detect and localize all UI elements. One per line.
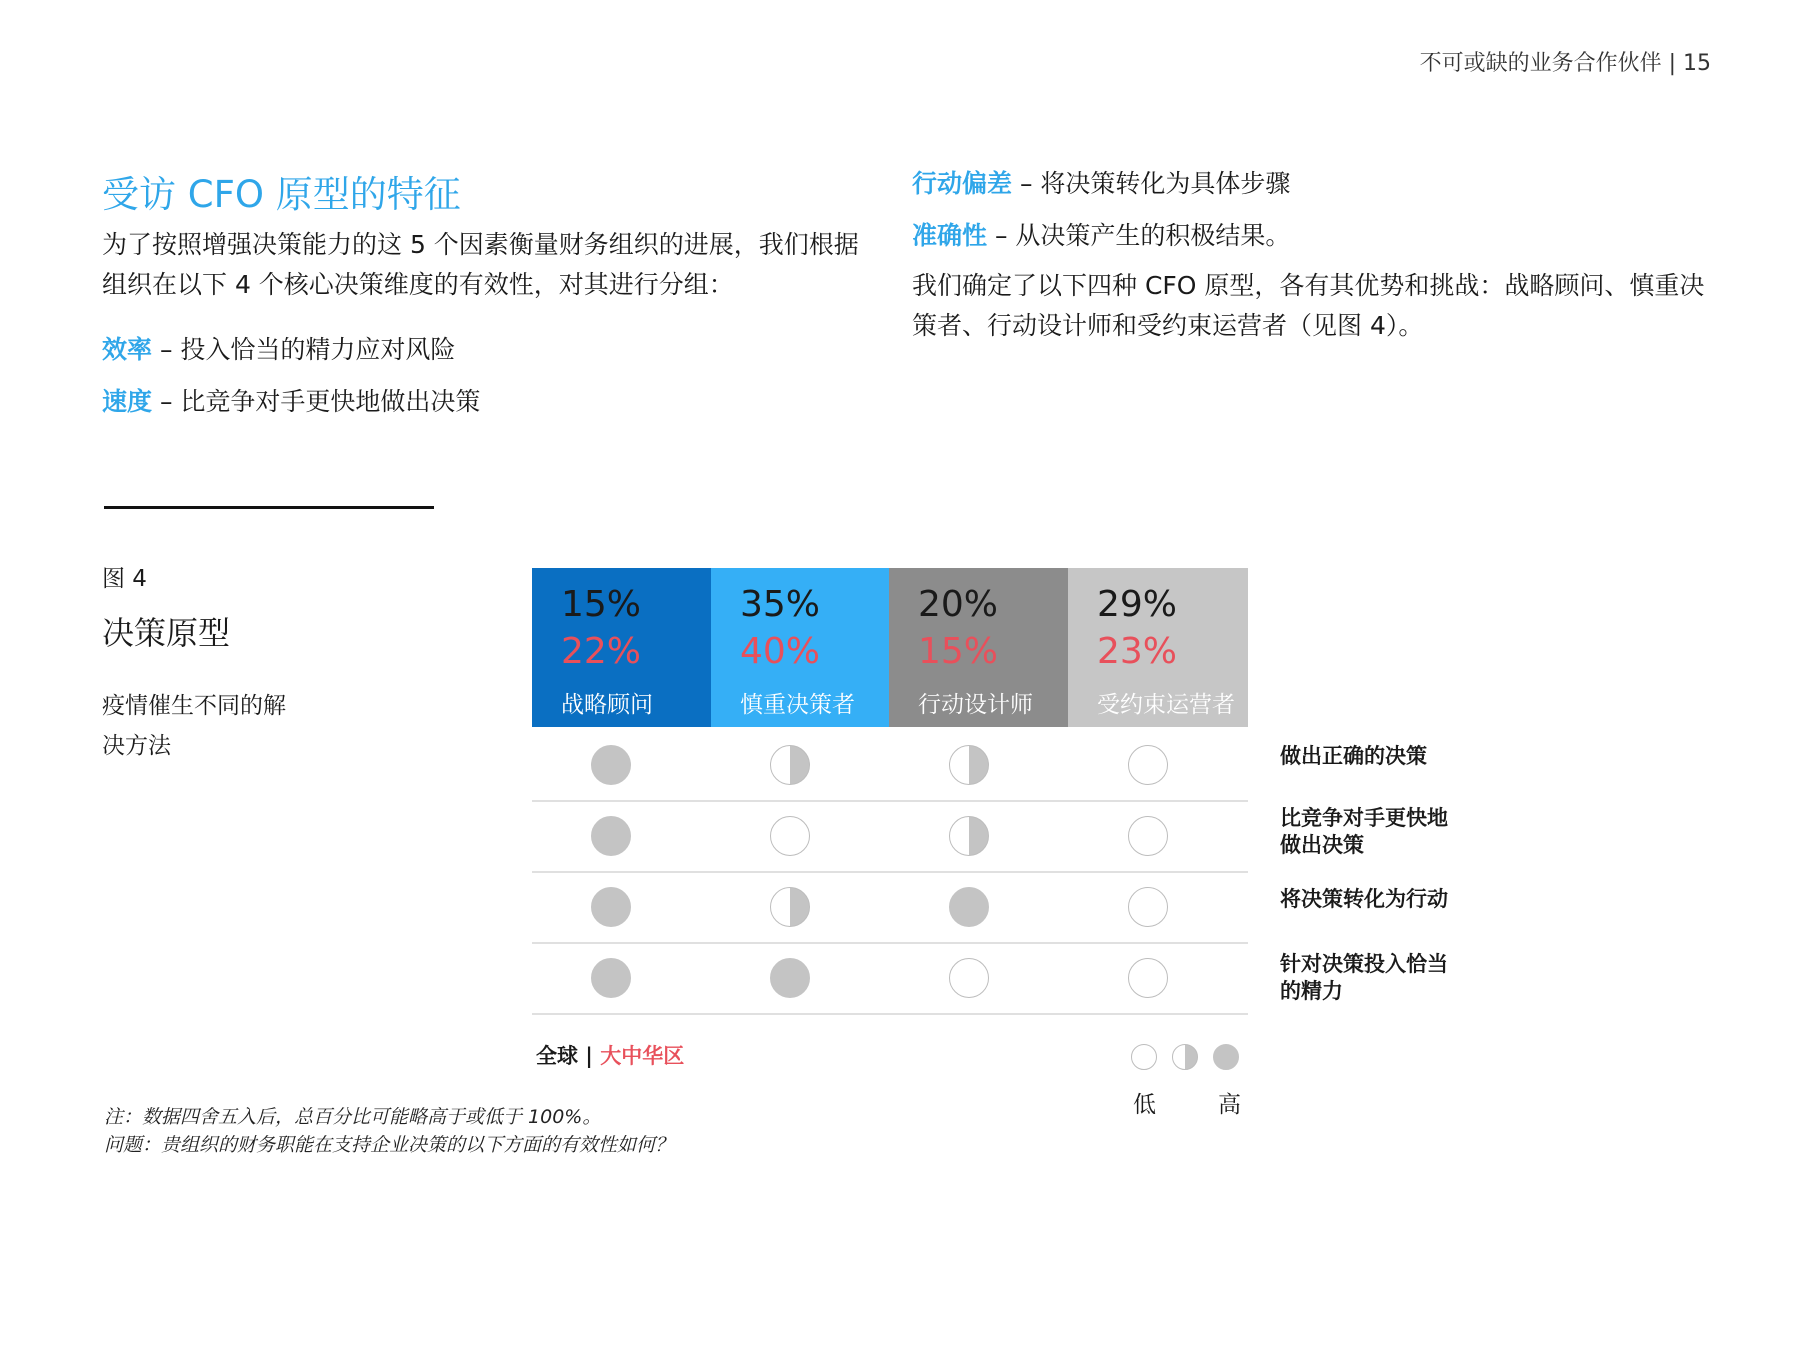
factor-term: 效率: [102, 335, 153, 364]
global-percentage: 35%: [740, 584, 821, 625]
row-divider: [532, 1013, 1248, 1015]
factor-desc: – 比竞争对手更快地做出决策: [152, 387, 481, 416]
legend-high-label: 高: [1218, 1092, 1241, 1118]
factor-desc: – 从决策产生的积极结果。: [987, 221, 1291, 250]
rating-low-circle-icon: [1128, 816, 1168, 856]
row-divider: [532, 871, 1248, 873]
global-percentage: 29%: [1097, 584, 1178, 625]
section-divider: [104, 506, 434, 509]
dimension-label-line: 针对决策投入恰当: [1280, 951, 1448, 976]
archetype-name: 行动设计师: [918, 692, 1033, 718]
rating-low-circle-icon: [1128, 958, 1168, 998]
legend-medium-circle-icon: [1172, 1044, 1198, 1070]
rating-high-circle-icon: [591, 958, 631, 998]
archetype-name: 受约束运营者: [1097, 692, 1235, 718]
factor-term: 准确性: [912, 221, 988, 250]
rating-medium-circle-icon: [949, 816, 989, 856]
archetype-name: 慎重决策者: [740, 692, 855, 718]
rating-low-circle-icon: [1128, 887, 1168, 927]
footnote-rounding: 注：数据四舍五入后，总百分比可能略高于或低于 100%。: [104, 1106, 602, 1128]
rating-high-circle-icon: [591, 816, 631, 856]
dimension-label-line: 将决策转化为行动: [1280, 886, 1448, 911]
legend-high-circle-icon: [1213, 1044, 1239, 1070]
rating-high-circle-icon: [591, 887, 631, 927]
dimension-label-line: 做出正确的决策: [1280, 743, 1427, 768]
dimension-label: [1280, 742, 1427, 769]
region-china: 大中华区: [600, 1043, 685, 1068]
rating-medium-circle-icon: [770, 745, 810, 785]
factor-efficiency: [102, 330, 455, 370]
page-header: 不可或缺的业务合作伙伴 | 15: [1419, 51, 1711, 76]
factor-desc: – 将决策转化为具体步骤: [1012, 169, 1291, 198]
dimension-label: [1280, 804, 1448, 858]
china-percentage: 22%: [561, 631, 642, 672]
archetype-tile: [889, 568, 1068, 727]
region-global: 全球: [536, 1043, 578, 1068]
legend-low-label: 低: [1133, 1092, 1156, 1118]
legend-low-circle-icon: [1131, 1044, 1157, 1070]
region-legend: [536, 1040, 684, 1070]
region-separator: |: [578, 1043, 601, 1068]
factor-accuracy: [912, 216, 1290, 256]
china-percentage: 40%: [740, 631, 821, 672]
figure-title: 决策原型: [102, 614, 231, 652]
section-title: 受访 CFO 原型的特征: [102, 173, 461, 216]
rating-low-circle-icon: [1128, 745, 1168, 785]
factor-term: 速度: [102, 387, 153, 416]
figure-subtitle: 疫情催生不同的解决方法: [102, 693, 286, 759]
rating-low-circle-icon: [949, 958, 989, 998]
figure-label: 图 4: [102, 566, 147, 592]
summary-paragraph: 我们确定了以下四种 CFO 原型，各有其优势和挑战：战略顾问、慎重决策者、行动设计师和受约束运营者（见图 4）。: [912, 271, 1705, 340]
dimension-label-line: 比竞争对手更快地: [1280, 805, 1448, 830]
china-percentage: 15%: [918, 631, 999, 672]
intro-paragraph: 为了按照增强决策能力的这 5 个因素衡量财务组织的进展，我们根据组织在以下 4 个核心决策维度的有效性，对其进行分组：: [102, 230, 859, 299]
footnote-question: 问题：贵组织的财务职能在支持企业决策的以下方面的有效性如何？: [104, 1134, 675, 1156]
factor-action-bias: [912, 164, 1290, 204]
china-percentage: 23%: [1097, 631, 1178, 672]
archetype-tile: [711, 568, 889, 727]
archetype-tile: [1068, 568, 1248, 727]
rating-low-circle-icon: [770, 816, 810, 856]
dimension-label: [1280, 950, 1448, 1004]
rating-medium-circle-icon: [949, 745, 989, 785]
dimension-label-line: 做出决策: [1280, 832, 1364, 857]
row-divider: [532, 800, 1248, 802]
rating-high-circle-icon: [770, 958, 810, 998]
rating-high-circle-icon: [591, 745, 631, 785]
archetype-name: 战略顾问: [561, 692, 653, 718]
row-divider: [532, 942, 1248, 944]
rating-high-circle-icon: [949, 887, 989, 927]
dimension-label-line: 的精力: [1280, 978, 1343, 1003]
global-percentage: 15%: [561, 584, 642, 625]
global-percentage: 20%: [918, 584, 999, 625]
factor-desc: – 投入恰当的精力应对风险: [152, 335, 456, 364]
factor-term: 行动偏差: [912, 169, 1013, 198]
factor-speed: [102, 382, 480, 422]
archetype-tile: [532, 568, 711, 727]
dimension-label: [1280, 885, 1448, 912]
rating-medium-circle-icon: [770, 887, 810, 927]
